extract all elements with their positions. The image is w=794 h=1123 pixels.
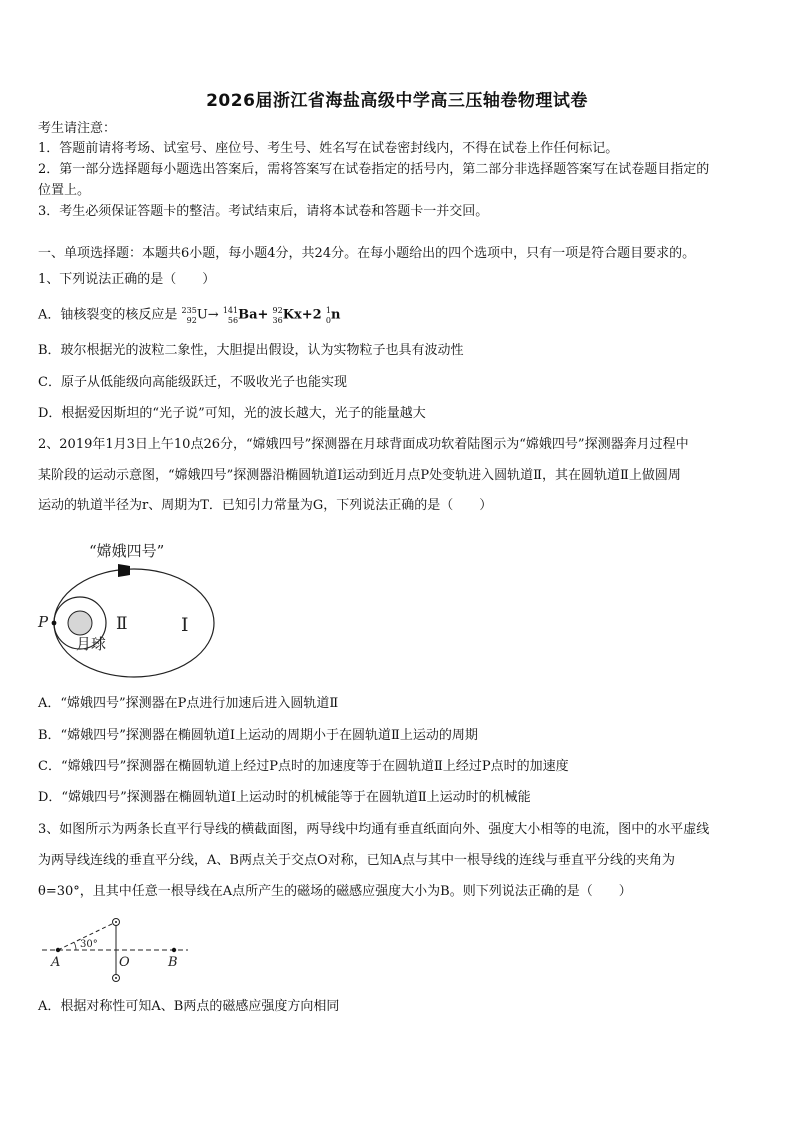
q2-stem-line-1: 2、2019年1月3日上午10点26分，“嫦娥四号”探测器在月球背面成功软着陆图示为“嫦娥四号”探测器奔月过程中 [38,437,689,452]
q2-stem-line-3: 运动的轨道半径为r、周期为T．已知引力常量为G，下列说法正确的是（ ） [38,498,493,513]
orbit-1-label: Ⅰ [181,614,189,636]
probe-icon [118,564,130,577]
point-a-label: A [51,955,61,970]
top-wire-dot [115,921,117,923]
moon-circle [68,611,92,635]
u-atomic-number: 92 [186,316,197,325]
section-heading: 一、单项选择题：本题共6小题，每小题4分，共24分。在每小题给出的四个选项中，只有一项是符合题目要求的。 [38,246,696,261]
point-a-dot [56,948,60,952]
page-title: 2026届浙江省海盐高级中学高三压轴卷物理试卷 [206,91,588,111]
q1-option-a [38,305,340,325]
notice-item-3: 3．考生必须保证答题卡的整洁。考试结束后，请将本试卷和答题卡一并交回。 [38,204,489,219]
u-symbol: U→ [196,307,219,323]
q2-option-a: A．“嫦娥四号”探测器在P点进行加速后进入圆轨道Ⅱ [38,696,339,711]
q1-option-b: B．玻尔根据光的波粒二象性，大胆提出假设，认为实物粒子也具有波动性 [38,343,464,358]
ba-isotope-numbers [223,305,238,325]
point-o-label: O [119,955,130,970]
point-p-dot [52,621,57,626]
notice-item-2-cont: 位置上。 [38,183,91,198]
kr-symbol: Kx+2 [282,307,322,323]
n-atomic-number: 0 [325,316,331,325]
moon-label: 月球 [76,635,107,653]
q3-stem-line-2: 为两导线连线的垂直平分线，A、B两点关于交点O对称，已知A点与其中一根导线的连线与垂直平分线的夹角为 [38,853,675,868]
kr-isotope-numbers [273,305,283,325]
ba-atomic-number: 56 [227,316,239,325]
ba-symbol: Ba+ [238,307,269,323]
probe-label: “嫦娥四号” [89,542,165,560]
q2-option-c: C．“嫦娥四号”探测器在椭圆轨道上经过P点时的加速度等于在圆轨道Ⅱ上经过P点时的加速度 [38,759,569,774]
u-mass-number: 235 [181,306,197,315]
kr-mass-number: 92 [272,306,283,315]
q3-stem-line-1: 3、如图所示为两条长直平行导线的横截面图，两导线中均通有垂直纸面向外、强度大小相等的电流，图中的水平虚线 [38,822,710,837]
q1-option-c: C．原子从低能级向高能级跃迁，不吸收光子也能实现 [38,375,347,390]
notice-heading: 考生请注意： [38,121,117,136]
notice-item-1: 1．答题前请将考场、试室号、座位号、考生号、姓名写在试卷密封线内，不得在试卷上作任何标记。 [38,141,619,156]
q1-option-a-prefix: A．铀核裂变的核反应是 [38,307,178,323]
kr-atomic-number: 36 [272,316,283,325]
bottom-wire-dot [115,977,117,979]
point-b-label: B [168,955,178,970]
angle-arc [74,942,76,950]
angle-label: 30° [80,939,98,950]
q2-option-b: B．“嫦娥四号”探测器在椭圆轨道Ⅰ上运动的周期小于在圆轨道Ⅱ上运动的周期 [38,728,478,743]
point-p-label: P [38,613,49,631]
q1-option-d: D．根据爱因斯坦的“光子说”可知，光的波长越大，光子的能量越大 [38,406,426,421]
q2-stem-line-2: 某阶段的运动示意图，“嫦娥四号”探测器沿椭圆轨道Ⅰ运动到近月点P处变轨进入圆轨道Ⅱ，其在圆轨道Ⅱ上做圆周 [38,468,681,483]
q3-stem-line-3: θ=30°，且其中任意一根导线在A点所产生的磁场的磁感应强度大小为B。则下列说法正确的是（ ） [38,884,632,899]
q3-option-a: A．根据对称性可知A、B两点的磁感应强度方向相同 [38,999,340,1014]
orbit-diagram [30,535,220,685]
orbit-2-label: Ⅱ [116,614,128,634]
n-symbol: n [330,307,341,323]
n-mass-number: 1 [325,306,331,315]
wires-diagram [38,912,198,988]
q2-option-d: D．“嫦娥四号”探测器在椭圆轨道Ⅰ上运动时的机械能等于在圆轨道Ⅱ上运动时的机械能 [38,790,531,805]
ba-mass-number: 141 [222,306,239,315]
q1-stem: 1、下列说法正确的是（ ） [38,272,216,287]
u-isotope-numbers [182,305,197,325]
notice-item-2: 2．第一部分选择题每小题选出答案后，需将答案写在试卷指定的括号内，第二部分非选择题答案写在试卷题目指定的 [38,162,710,177]
point-b-dot [172,948,176,952]
